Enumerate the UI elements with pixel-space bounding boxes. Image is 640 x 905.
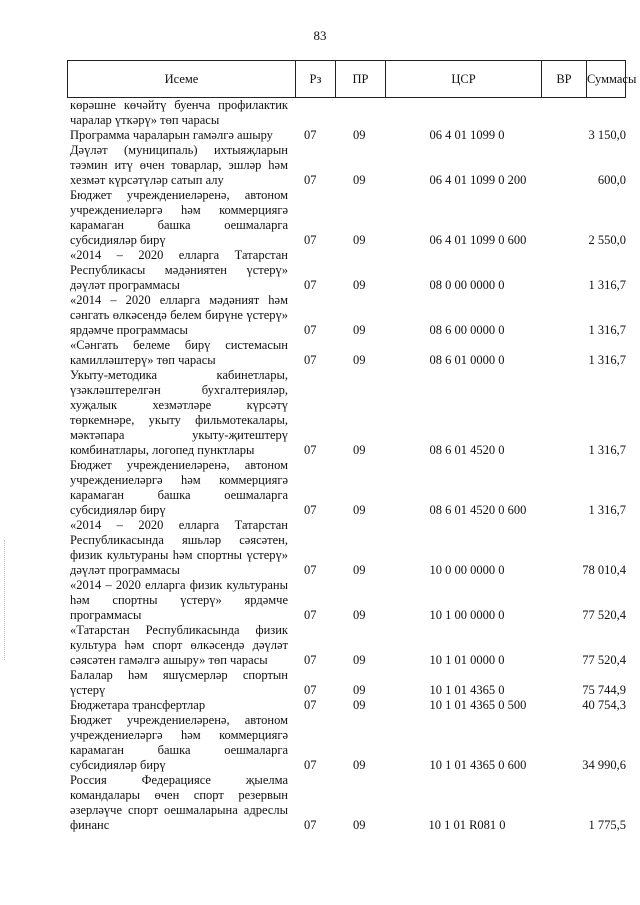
row-name: «2014 – 2020 елларга Татарстан Республикасында яшьләр сәясәтен, физик культураны һәм спортны үстерү» дәүләт программасы (70, 518, 288, 577)
budget-table (67, 60, 637, 833)
row-name: «Сәнгать белеме бирү системасын камилләштерү» төп чарасы (70, 338, 288, 367)
table-row (67, 713, 626, 773)
row-pr: 09 (353, 758, 366, 772)
row-pr: 09 (353, 608, 366, 622)
table-row (67, 773, 626, 833)
row-name: «Татарстан Республикасында физик культура һәм спорт өлкәсендә дәүләт сәясәтен гамәлгә ашыру» төп чарасы (70, 623, 288, 667)
row-pr: 09 (353, 173, 366, 187)
row-rz: 07 (304, 563, 317, 577)
row-rz: 07 (304, 173, 317, 187)
table-row (67, 98, 626, 128)
row-rz: 07 (304, 758, 317, 772)
row-csr: 06 4 01 1099 0 (429, 233, 505, 247)
row-rz: 07 (304, 653, 317, 667)
header-name: Исеме (68, 61, 296, 97)
row-rz: 07 (304, 818, 317, 832)
row-sum: 34 990,6 (582, 758, 626, 772)
row-sum: 40 754,3 (582, 698, 626, 712)
table-row (67, 128, 626, 143)
row-sum: 1 316,7 (588, 353, 626, 367)
row-vr: 600 (507, 503, 527, 517)
table-row (67, 698, 626, 713)
header-rz: Рз (296, 61, 336, 97)
table-row (67, 248, 626, 293)
row-sum: 1 316,7 (588, 323, 626, 337)
row-vr: 500 (507, 698, 527, 712)
row-pr: 09 (353, 653, 366, 667)
row-vr: 600 (507, 233, 527, 247)
row-name: Россия Федерациясе җыелма командалары өчен спорт резервын әзерләүче спорт оешмаларына адреслы финанс (70, 773, 288, 832)
row-sum: 600,0 (597, 173, 626, 187)
row-name: Бюджет учреждениеләренә, автоном учреждениеләргә һәм коммерциягә карамаган башка оешмаларга субсидияләр бирү (70, 188, 288, 247)
row-name: Балалар һәм яшүсмерләр спортын үстерү (70, 668, 288, 697)
table-row (67, 188, 626, 248)
row-rz: 07 (304, 683, 317, 697)
row-name: Бюджет учреждениеләренә, автоном учреждениеләргә һәм коммерциягә карамаган башка оешмаларга субсидияләр бирү (70, 458, 288, 517)
page-number: 83 (313, 28, 327, 43)
header-vr: ВР (542, 61, 587, 97)
table-row (67, 368, 626, 458)
row-name: Бюджетара трансфертлар (70, 698, 206, 712)
table-row (67, 293, 626, 338)
row-pr: 09 (353, 818, 366, 832)
row-rz: 07 (304, 443, 317, 457)
row-name: Программа чараларын гамәлгә ашыру (70, 128, 273, 142)
row-pr: 09 (353, 698, 366, 712)
row-csr: 10 1 01 R081 0 (428, 818, 506, 832)
table-row (67, 458, 626, 518)
table-body (67, 98, 626, 833)
row-sum: 75 744,9 (582, 683, 626, 697)
row-csr: 08 6 01 4520 0 (429, 503, 505, 517)
row-rz: 07 (304, 323, 317, 337)
row-vr: 200 (507, 173, 527, 187)
row-csr: 06 4 01 1099 0 (429, 173, 505, 187)
row-rz: 07 (304, 608, 317, 622)
row-csr: 10 1 01 0000 0 (429, 653, 505, 667)
row-pr: 09 (353, 563, 366, 577)
row-csr: 10 1 00 0000 0 (429, 608, 505, 622)
row-pr: 09 (353, 503, 366, 517)
row-sum: 77 520,4 (582, 653, 626, 667)
row-sum: 77 520,4 (582, 608, 626, 622)
row-csr: 08 0 00 0000 0 (429, 278, 505, 292)
table-row (67, 143, 626, 188)
row-sum: 78 010,4 (582, 563, 626, 577)
row-name: Бюджет учреждениеләренә, автоном учреждениеләргә һәм коммерциягә карамаган башка оешмаларга субсидияләр бирү (70, 713, 288, 772)
row-rz: 07 (304, 233, 317, 247)
row-pr: 09 (353, 323, 366, 337)
row-csr: 10 1 01 4365 0 (429, 758, 505, 772)
table-row (67, 518, 626, 578)
row-sum: 2 550,0 (588, 233, 626, 247)
row-name: «2014 – 2020 елларга Татарстан Республикасы мәдәниятен үстерү» дәүләт программасы (70, 248, 288, 292)
table-row (67, 623, 626, 668)
row-pr: 09 (353, 233, 366, 247)
row-name: «2014 – 2020 елларга физик культураны һәм спортны үстерү» ярдәмче программасы (70, 578, 288, 622)
row-vr: 600 (507, 758, 527, 772)
table-row (67, 668, 626, 698)
row-pr: 09 (353, 683, 366, 697)
header-csr: ЦСР (386, 61, 542, 97)
row-csr: 08 6 01 4520 0 (429, 443, 505, 457)
header-sum: Суммасы (587, 72, 637, 86)
row-name: Укыту-методика кабинетлары, үзәкләштерелгән бухгалтерияләр, хуҗалык хезмәтләре күрсәтү төркемнәре, укыту фильмотекалары, мәктәпара укыту-җитештерү комбинатлары, логопед пунктлары (70, 368, 288, 457)
row-pr: 09 (353, 128, 366, 142)
row-sum: 1 316,7 (588, 278, 626, 292)
row-sum: 3 150,0 (588, 128, 626, 142)
row-csr: 08 6 01 0000 0 (429, 353, 505, 367)
table-row (67, 578, 626, 623)
row-pr: 09 (353, 443, 366, 457)
row-csr: 10 1 01 4365 0 (429, 683, 505, 697)
row-csr: 10 0 00 0000 0 (429, 563, 505, 577)
row-csr: 08 6 00 0000 0 (429, 323, 505, 337)
header-pr: ПР (336, 61, 386, 97)
row-pr: 09 (353, 353, 366, 367)
table-row (67, 338, 626, 368)
row-sum: 1 316,7 (588, 443, 626, 457)
row-sum: 1 316,7 (588, 503, 626, 517)
scan-edge-mark (4, 540, 6, 660)
row-name: Дәүләт (муниципаль) ихтыяҗларын тәэмин итү өчен товарлар, эшләр һәм хезмәт күрсәтүләр сатып алу (70, 143, 288, 187)
row-rz: 07 (304, 503, 317, 517)
table-header (67, 60, 637, 98)
row-rz: 07 (304, 353, 317, 367)
row-sum: 1 775,5 (588, 818, 626, 832)
row-name: «2014 – 2020 елларга мәдәният һәм сәнгать өлкәсендә белем бирүне үстерү» ярдәмче программасы (70, 293, 288, 337)
row-csr: 10 1 01 4365 0 (429, 698, 505, 712)
row-rz: 07 (304, 698, 317, 712)
row-pr: 09 (353, 278, 366, 292)
row-rz: 07 (304, 278, 317, 292)
row-csr: 06 4 01 1099 0 (429, 128, 505, 142)
row-rz: 07 (304, 128, 317, 142)
row-name: көрәшне көчәйтү буенча профилактик чаралар үткәрү» төп чарасы (70, 98, 288, 127)
